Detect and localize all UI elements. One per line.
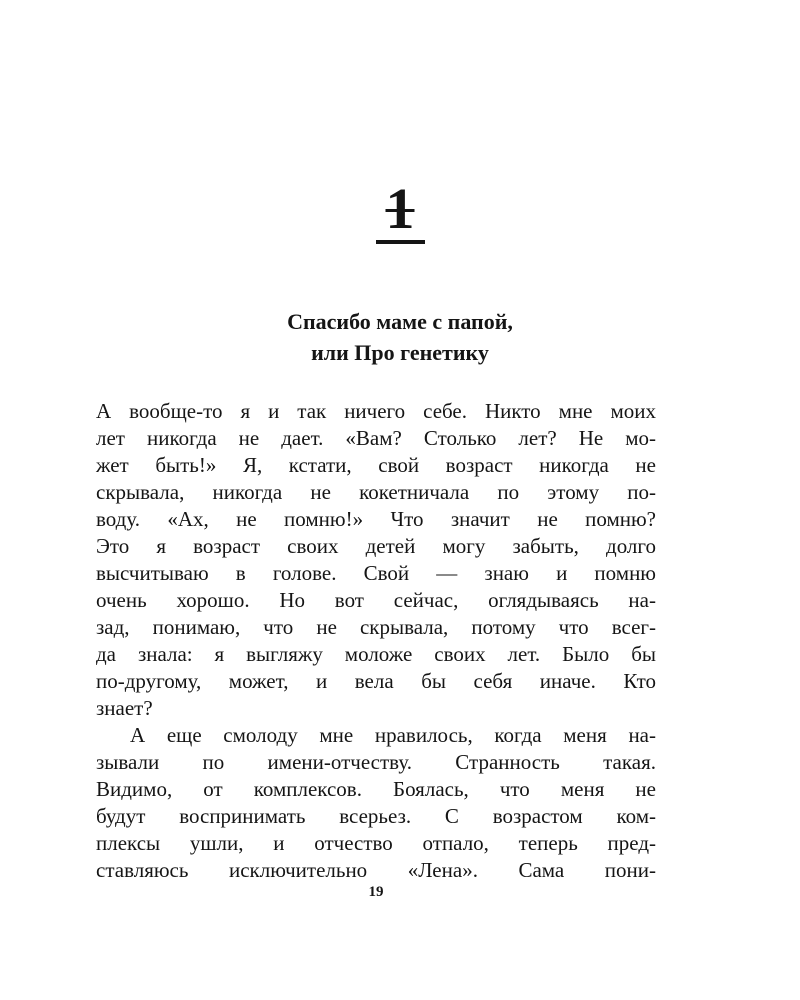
text-line: очень хорошо. Но вот сейчас, оглядываясь на-	[96, 588, 656, 612]
text-line: Это я возраст своих детей могу забыть, долго	[96, 534, 656, 558]
text-line: жет быть!» Я, кстати, свой возраст никогда не	[96, 453, 656, 477]
text-line: да знала: я выгляжу моложе своих лет. Было бы	[96, 642, 656, 666]
text-line: по-другому, может, и вела бы себя иначе. Кто	[96, 669, 656, 693]
text-line: зывали по имени-отчеству. Странность такая.	[96, 750, 656, 774]
body-text	[96, 398, 656, 884]
chapter-title-line-2: или Про генетику	[311, 340, 489, 365]
text-line: воду. «Ах, не помню!» Что значит не помню?	[96, 507, 656, 531]
chapter-number-wrap	[0, 0, 800, 244]
text-line: будут воспринимать всерьез. С возрастом ком-	[96, 804, 656, 828]
page-number: 19	[368, 884, 384, 900]
text-line: лет никогда не дает. «Вам? Столько лет? Не мо-	[96, 426, 656, 450]
text-line: знает?	[96, 696, 153, 720]
text-line: А еще смолоду мне нравилось, когда меня на-	[130, 723, 656, 747]
text-line: скрывала, никогда не кокетничала по этому по-	[96, 480, 656, 504]
chapter-number: 1	[376, 180, 425, 244]
text-line: Видимо, от комплексов. Боялась, что меня не	[96, 777, 656, 801]
text-line: плексы ушли, и отчество отпало, теперь пред-	[96, 831, 656, 855]
text-line: А вообще-то я и так ничего себе. Никто мне моих	[96, 399, 656, 423]
text-line: высчитываю в голове. Свой — знаю и помню	[96, 561, 656, 585]
chapter-title	[0, 306, 800, 368]
chapter-title-line-1: Спасибо маме с папой,	[287, 309, 513, 334]
text-line: зад, понимаю, что не скрывала, потому что всег-	[96, 615, 656, 639]
text-line: ставляюсь исключительно «Лена». Сама пони-	[96, 858, 656, 882]
